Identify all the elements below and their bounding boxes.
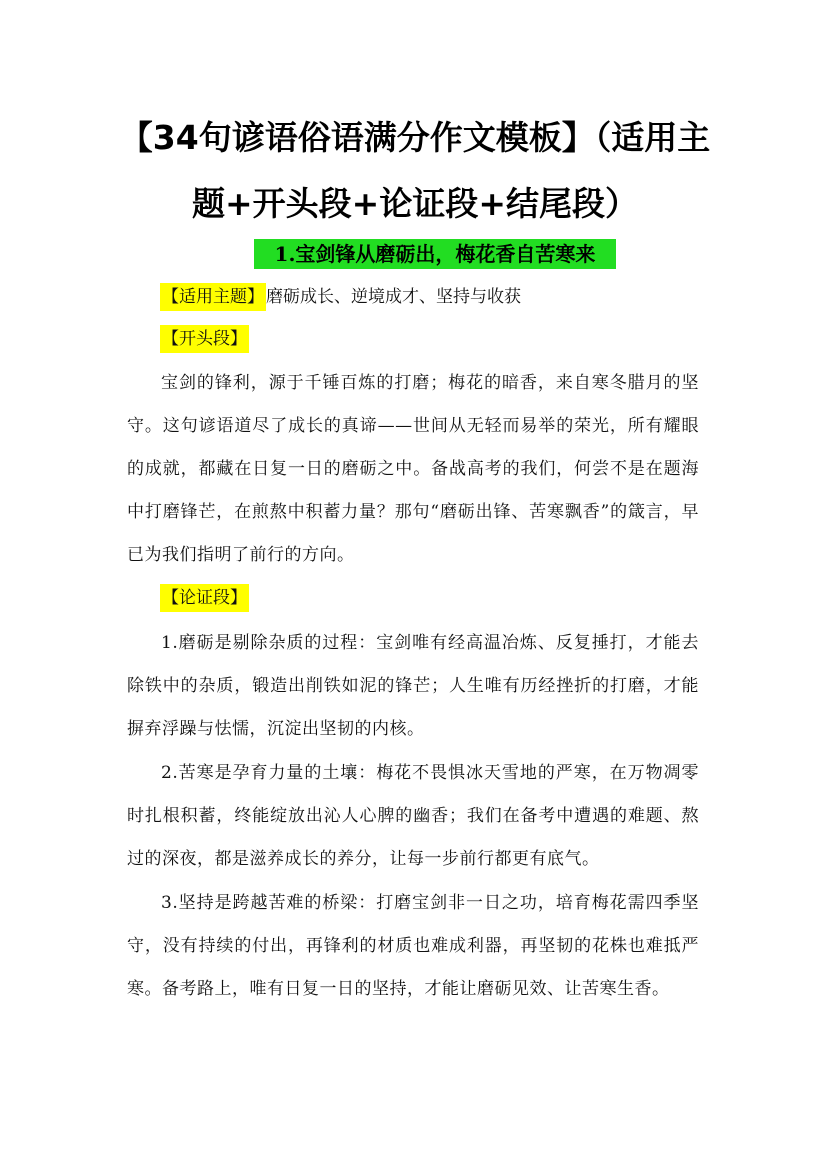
document-title-line-2: 题+开头段+论证段+结尾段） [192, 184, 638, 223]
theme-text: 磨砺成长、逆境成才、坚持与收获 [266, 287, 521, 307]
argument-point-3: 3.坚持是跨越苦难的桥梁：打磨宝剑非一日之功，培育梅花需四季坚守，没有持续的付出，再锋利的材质也难成利器，再坚韧的花株也难抵严寒。备考路上，唯有日复一日的坚持，才能让磨砺见效、让苦寒生香。 [127, 893, 699, 999]
theme-line [160, 283, 521, 311]
theme-label: 【适用主题】 [160, 283, 266, 311]
opening-label-line [160, 325, 249, 353]
document-title-line-1: 【34句谚语俗语满分作文模板】（适用主 [119, 118, 711, 157]
argument-point-1: 1.磨砺是剔除杂质的过程：宝剑唯有经高温冶炼、反复捶打，才能去除铁中的杂质，锻造出削铁如泥的锋芒；人生唯有历经挫折的打磨，才能摒弃浮躁与怯懦，沉淀出坚韧的内核。 [127, 633, 699, 739]
argument-label-line [160, 584, 249, 612]
section-heading: 1.宝剑锋从磨砺出，梅花香自苦寒来 [254, 239, 616, 269]
opening-paragraph: 宝剑的锋利，源于千锤百炼的打磨；梅花的暗香，来自寒冬腊月的坚守。这句谚语道尽了成长的真谛——世间从无轻而易举的荣光，所有耀眼的成就，都藏在日复一日的磨砺之中。备战高考的我们，何尝不是在题海中打磨锋芒，在煎熬中积蓄力量？那句“磨砺出锋、苦寒飘香”的箴言，早已为我们指明了前行的方向。 [127, 373, 699, 565]
argument-label: 【论证段】 [160, 584, 249, 612]
argument-point-2: 2.苦寒是孕育力量的土壤：梅花不畏惧冰天雪地的严寒，在万物凋零时扎根积蓄，终能绽放出沁人心脾的幽香；我们在备考中遭遇的难题、熬过的深夜，都是滋养成长的养分，让每一步前行都更有底气。 [127, 763, 699, 869]
opening-label: 【开头段】 [160, 325, 249, 353]
